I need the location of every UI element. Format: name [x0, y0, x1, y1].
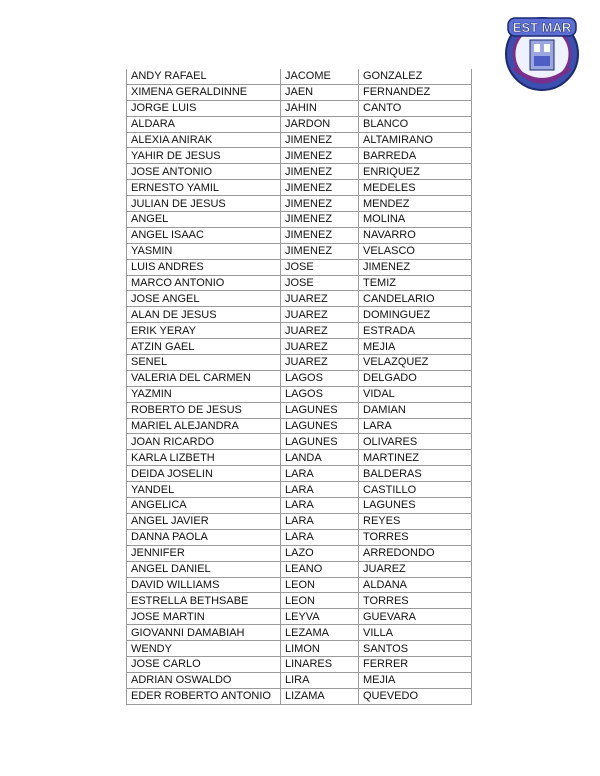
- maternal-surname-cell: JIMENEZ: [359, 259, 472, 275]
- maternal-surname-cell: MEJIA: [359, 672, 472, 688]
- maternal-surname-cell: MARTINEZ: [359, 450, 472, 466]
- paternal-surname-cell: JIMENEZ: [281, 148, 359, 164]
- maternal-surname-cell: DOMINGUEZ: [359, 307, 472, 323]
- paternal-surname-cell: LARA: [281, 498, 359, 514]
- first-name-cell: ATZIN GAEL: [127, 339, 281, 355]
- maternal-surname-cell: QUEVEDO: [359, 688, 472, 704]
- table-row: [127, 370, 472, 386]
- table-row: [127, 625, 472, 641]
- maternal-surname-cell: GONZALEZ: [359, 69, 472, 84]
- table-row: [127, 577, 472, 593]
- paternal-surname-cell: JOSE: [281, 259, 359, 275]
- maternal-surname-cell: MOLINA: [359, 212, 472, 228]
- paternal-surname-cell: JIMENEZ: [281, 164, 359, 180]
- table-row: [127, 196, 472, 212]
- first-name-cell: JULIAN DE JESUS: [127, 196, 281, 212]
- maternal-surname-cell: ALDANA: [359, 577, 472, 593]
- first-name-cell: JOSE CARLO: [127, 656, 281, 672]
- table-row: [127, 672, 472, 688]
- maternal-surname-cell: GUEVARA: [359, 609, 472, 625]
- svg-text:EST MAR: EST MAR: [512, 20, 572, 35]
- table-row: [127, 609, 472, 625]
- table-row: [127, 355, 472, 371]
- maternal-surname-cell: TORRES: [359, 593, 472, 609]
- maternal-surname-cell: CASTILLO: [359, 482, 472, 498]
- table-row: [127, 529, 472, 545]
- table-row: [127, 593, 472, 609]
- maternal-surname-cell: CANTO: [359, 100, 472, 116]
- maternal-surname-cell: MEJIA: [359, 339, 472, 355]
- maternal-surname-cell: VELAZQUEZ: [359, 355, 472, 371]
- first-name-cell: XIMENA GERALDINNE: [127, 84, 281, 100]
- paternal-surname-cell: LEON: [281, 577, 359, 593]
- table-row: [127, 116, 472, 132]
- first-name-cell: YASMIN: [127, 243, 281, 259]
- first-name-cell: MARCO ANTONIO: [127, 275, 281, 291]
- table-row: [127, 434, 472, 450]
- first-name-cell: WENDY: [127, 641, 281, 657]
- first-name-cell: ERNESTO YAMIL: [127, 180, 281, 196]
- table-row: [127, 291, 472, 307]
- paternal-surname-cell: JIMENEZ: [281, 243, 359, 259]
- table-row: [127, 212, 472, 228]
- table-row: [127, 688, 472, 704]
- maternal-surname-cell: MENDEZ: [359, 196, 472, 212]
- table-row: [127, 100, 472, 116]
- paternal-surname-cell: JIMENEZ: [281, 180, 359, 196]
- school-logo: [500, 10, 584, 94]
- first-name-cell: ALEXIA ANIRAK: [127, 132, 281, 148]
- first-name-cell: ANDY RAFAEL: [127, 69, 281, 84]
- maternal-surname-cell: FERRER: [359, 656, 472, 672]
- first-name-cell: ANGEL DANIEL: [127, 561, 281, 577]
- paternal-surname-cell: LIRA: [281, 672, 359, 688]
- table-row: [127, 418, 472, 434]
- table-row: [127, 323, 472, 339]
- first-name-cell: ROBERTO DE JESUS: [127, 402, 281, 418]
- paternal-surname-cell: LEANO: [281, 561, 359, 577]
- paternal-surname-cell: LARA: [281, 529, 359, 545]
- paternal-surname-cell: LAZO: [281, 545, 359, 561]
- first-name-cell: DEIDA JOSELIN: [127, 466, 281, 482]
- first-name-cell: ALDARA: [127, 116, 281, 132]
- table-row: [127, 84, 472, 100]
- paternal-surname-cell: LARA: [281, 482, 359, 498]
- first-name-cell: ADRIAN OSWALDO: [127, 672, 281, 688]
- maternal-surname-cell: REYES: [359, 513, 472, 529]
- school-seal-icon: [500, 10, 584, 94]
- table-row: [127, 180, 472, 196]
- maternal-surname-cell: LAGUNES: [359, 498, 472, 514]
- paternal-surname-cell: JUAREZ: [281, 355, 359, 371]
- paternal-surname-cell: LINARES: [281, 656, 359, 672]
- first-name-cell: ANGELICA: [127, 498, 281, 514]
- table-row: [127, 656, 472, 672]
- first-name-cell: DANNA PAOLA: [127, 529, 281, 545]
- paternal-surname-cell: LEZAMA: [281, 625, 359, 641]
- maternal-surname-cell: BARREDA: [359, 148, 472, 164]
- maternal-surname-cell: VELASCO: [359, 243, 472, 259]
- maternal-surname-cell: VILLA: [359, 625, 472, 641]
- first-name-cell: JOSE MARTIN: [127, 609, 281, 625]
- maternal-surname-cell: ENRIQUEZ: [359, 164, 472, 180]
- first-name-cell: KARLA LIZBETH: [127, 450, 281, 466]
- paternal-surname-cell: JAHIN: [281, 100, 359, 116]
- first-name-cell: JOSE ANGEL: [127, 291, 281, 307]
- paternal-surname-cell: LEYVA: [281, 609, 359, 625]
- table-row: [127, 545, 472, 561]
- paternal-surname-cell: LIMON: [281, 641, 359, 657]
- paternal-surname-cell: JACOME: [281, 69, 359, 84]
- first-name-cell: YAHIR DE JESUS: [127, 148, 281, 164]
- maternal-surname-cell: ESTRADA: [359, 323, 472, 339]
- maternal-surname-cell: TORRES: [359, 529, 472, 545]
- maternal-surname-cell: TEMIZ: [359, 275, 472, 291]
- paternal-surname-cell: JIMENEZ: [281, 212, 359, 228]
- paternal-surname-cell: LEON: [281, 593, 359, 609]
- paternal-surname-cell: JIMENEZ: [281, 227, 359, 243]
- first-name-cell: ALAN DE JESUS: [127, 307, 281, 323]
- first-name-cell: JOAN RICARDO: [127, 434, 281, 450]
- maternal-surname-cell: ARREDONDO: [359, 545, 472, 561]
- first-name-cell: ANGEL: [127, 212, 281, 228]
- paternal-surname-cell: LAGOS: [281, 370, 359, 386]
- table-row: [127, 307, 472, 323]
- maternal-surname-cell: MEDELES: [359, 180, 472, 196]
- table-row: [127, 641, 472, 657]
- first-name-cell: YAZMIN: [127, 386, 281, 402]
- table-row: [127, 482, 472, 498]
- first-name-cell: ANGEL JAVIER: [127, 513, 281, 529]
- student-names-table: [126, 69, 472, 705]
- first-name-cell: SENEL: [127, 355, 281, 371]
- paternal-surname-cell: JUAREZ: [281, 323, 359, 339]
- table-row: [127, 132, 472, 148]
- first-name-cell: EDER ROBERTO ANTONIO: [127, 688, 281, 704]
- table-row: [127, 148, 472, 164]
- table-row: [127, 69, 472, 84]
- paternal-surname-cell: JIMENEZ: [281, 132, 359, 148]
- table-row: [127, 339, 472, 355]
- first-name-cell: MARIEL ALEJANDRA: [127, 418, 281, 434]
- first-name-cell: LUIS ANDRES: [127, 259, 281, 275]
- maternal-surname-cell: SANTOS: [359, 641, 472, 657]
- table-row: [127, 402, 472, 418]
- maternal-surname-cell: VIDAL: [359, 386, 472, 402]
- paternal-surname-cell: LAGUNES: [281, 434, 359, 450]
- table-row: [127, 466, 472, 482]
- maternal-surname-cell: FERNANDEZ: [359, 84, 472, 100]
- table-row: [127, 243, 472, 259]
- paternal-surname-cell: LAGUNES: [281, 402, 359, 418]
- paternal-surname-cell: JARDON: [281, 116, 359, 132]
- first-name-cell: JENNIFER: [127, 545, 281, 561]
- first-name-cell: JORGE LUIS: [127, 100, 281, 116]
- table-row: [127, 275, 472, 291]
- maternal-surname-cell: JUAREZ: [359, 561, 472, 577]
- first-name-cell: JOSE ANTONIO: [127, 164, 281, 180]
- paternal-surname-cell: JIMENEZ: [281, 196, 359, 212]
- paternal-surname-cell: JOSE: [281, 275, 359, 291]
- maternal-surname-cell: BALDERAS: [359, 466, 472, 482]
- first-name-cell: GIOVANNI DAMABIAH: [127, 625, 281, 641]
- paternal-surname-cell: JUAREZ: [281, 291, 359, 307]
- maternal-surname-cell: ALTAMIRANO: [359, 132, 472, 148]
- maternal-surname-cell: BLANCO: [359, 116, 472, 132]
- maternal-surname-cell: DAMIAN: [359, 402, 472, 418]
- paternal-surname-cell: LARA: [281, 466, 359, 482]
- table-row: [127, 259, 472, 275]
- maternal-surname-cell: NAVARRO: [359, 227, 472, 243]
- first-name-cell: DAVID WILLIAMS: [127, 577, 281, 593]
- first-name-cell: VALERIA DEL CARMEN: [127, 370, 281, 386]
- paternal-surname-cell: LIZAMA: [281, 688, 359, 704]
- table-row: [127, 227, 472, 243]
- maternal-surname-cell: LARA: [359, 418, 472, 434]
- paternal-surname-cell: JUAREZ: [281, 307, 359, 323]
- paternal-surname-cell: JAEN: [281, 84, 359, 100]
- table-row: [127, 450, 472, 466]
- first-name-cell: ESTRELLA BETHSABE: [127, 593, 281, 609]
- first-name-cell: ANGEL ISAAC: [127, 227, 281, 243]
- table-row: [127, 164, 472, 180]
- maternal-surname-cell: DELGADO: [359, 370, 472, 386]
- paternal-surname-cell: LAGUNES: [281, 418, 359, 434]
- paternal-surname-cell: JUAREZ: [281, 339, 359, 355]
- paternal-surname-cell: LARA: [281, 513, 359, 529]
- paternal-surname-cell: LAGOS: [281, 386, 359, 402]
- first-name-cell: ERIK YERAY: [127, 323, 281, 339]
- maternal-surname-cell: OLIVARES: [359, 434, 472, 450]
- table-row: [127, 498, 472, 514]
- table-row: [127, 386, 472, 402]
- maternal-surname-cell: CANDELARIO: [359, 291, 472, 307]
- table-row: [127, 513, 472, 529]
- first-name-cell: YANDEL: [127, 482, 281, 498]
- table-row: [127, 561, 472, 577]
- paternal-surname-cell: LANDA: [281, 450, 359, 466]
